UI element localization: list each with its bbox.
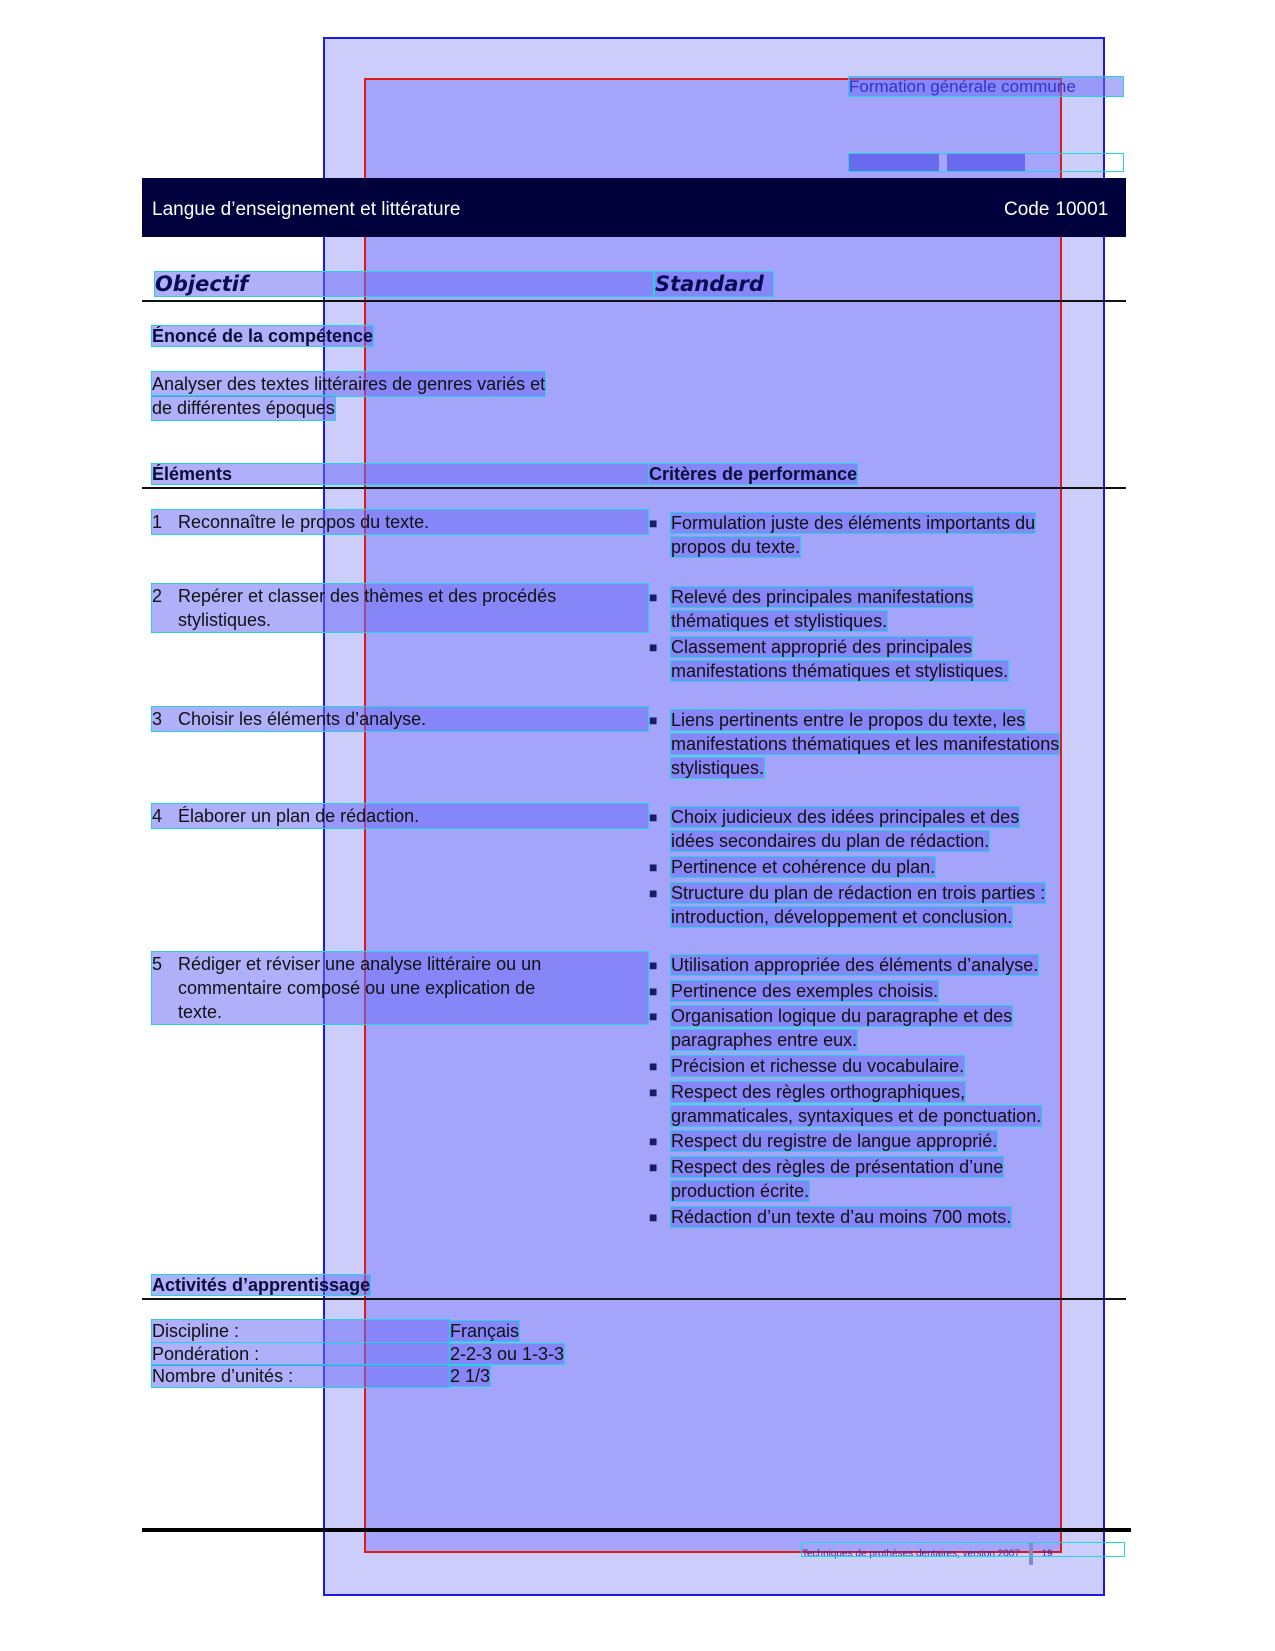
enonce-line: de différentes époques	[152, 398, 335, 418]
critere-item: ■ Relevé des principales manifestations thématiques et stylistiques.	[649, 587, 974, 631]
activite-label: Discipline :	[152, 1320, 450, 1342]
course-code-value: 10001	[1055, 199, 1109, 220]
critere-item: ■ Respect des règles de présentation d’une production écrite.	[649, 1157, 1004, 1201]
element-text: 5 Rédiger et réviser une analyse littéraire ou un commentaire composé ou une explication de texte.	[152, 952, 648, 1024]
critere-item: ■ Pertinence et cohérence du plan.	[649, 857, 936, 877]
bullet-icon: ■	[649, 885, 658, 901]
critere-item: ■ Classement approprié des principales manifestations thématiques et stylistiques.	[649, 637, 1009, 681]
header-bars	[849, 154, 1123, 171]
activite-row	[152, 1365, 490, 1387]
element-item-2	[152, 584, 648, 632]
bullet-icon: ■	[649, 1209, 658, 1225]
element-number: 2	[152, 586, 163, 606]
enonce-heading: Énoncé de la compétence	[152, 326, 374, 346]
footer-text: Techniques de prothèses dentaires, version 2007	[802, 1548, 1020, 1560]
bullet-icon: ■	[649, 1084, 658, 1100]
standard-heading: Standard	[655, 272, 773, 296]
header-bar-2	[947, 154, 1025, 171]
element-text: 3 Choisir les éléments d’analyse.	[152, 707, 648, 731]
activite-value: 2-2-3 ou 1-3-3	[450, 1344, 565, 1364]
critere-item: ■ Formulation juste des éléments importants du propos du texte.	[649, 513, 1036, 557]
element-text: 1 Reconnaître le propos du texte.	[152, 510, 648, 534]
element-number: 5	[152, 954, 163, 974]
bullet-icon: ■	[649, 515, 658, 531]
activites-rule	[142, 1298, 1126, 1300]
activite-label: Nombre d’unités :	[152, 1365, 450, 1387]
activites-heading: Activités d’apprentissage	[152, 1275, 371, 1295]
element-number: 1	[152, 512, 163, 532]
bullet-icon: ■	[649, 639, 658, 655]
enonce-line: Analyser des textes littéraires de genres variés et	[152, 374, 546, 394]
bullet-icon: ■	[649, 957, 658, 973]
bullet-icon: ■	[649, 1133, 658, 1149]
footer	[802, 1543, 1124, 1560]
bullet-icon: ■	[649, 589, 658, 605]
critere-item: ■ Rédaction d’un texte d’au moins 700 mots.	[649, 1207, 1012, 1227]
element-item-4	[152, 804, 648, 828]
criteres-heading: Critères de performance	[649, 464, 858, 484]
bullet-icon: ■	[649, 1159, 658, 1175]
activite-row	[152, 1343, 564, 1365]
page-number: 19	[1041, 1548, 1053, 1560]
course-code-label: Code	[1004, 199, 1050, 220]
critere-item: ■ Liens pertinents entre le propos du texte, les manifestations thématiques et les manifestations stylistiques.	[649, 710, 1060, 778]
activite-label: Pondération :	[152, 1343, 450, 1365]
element-item-5	[152, 952, 648, 1024]
element-item-1	[152, 510, 648, 534]
critere-item: ■ Utilisation appropriée des éléments d’analyse.	[649, 955, 1039, 975]
critere-item: ■ Choix judicieux des idées principales et des idées secondaires du plan de rédaction.	[649, 807, 1020, 851]
critere-item: ■ Structure du plan de rédaction en trois parties : introduction, développement et conclusion.	[649, 883, 1046, 927]
bullet-icon: ■	[649, 983, 658, 999]
elements-heading: Éléments	[152, 464, 648, 484]
enonce-text	[152, 372, 545, 420]
bullet-icon: ■	[649, 1058, 658, 1074]
element-number: 3	[152, 709, 163, 729]
footer-rule	[142, 1528, 1131, 1532]
bullet-icon: ■	[649, 1008, 658, 1024]
objectif-heading: Objectif	[155, 272, 653, 296]
element-text: 2 Repérer et classer des thèmes et des procédés stylistiques.	[152, 584, 648, 632]
course-title	[152, 199, 460, 219]
bullet-icon: ■	[649, 859, 658, 875]
program-label: Formation générale commune	[849, 77, 1123, 96]
element-text: 4 Élaborer un plan de rédaction.	[152, 804, 648, 828]
activite-value: Français	[450, 1321, 520, 1341]
course-code	[1004, 199, 1108, 219]
bullet-icon: ■	[649, 712, 658, 728]
course-title-part2: et	[360, 199, 376, 220]
objectif-rule	[142, 300, 1126, 302]
critere-item: ■ Respect des règles orthographiques, grammaticales, syntaxiques et de ponctuation.	[649, 1082, 1042, 1126]
critere-item: ■ Organisation logique du paragraphe et des paragraphes entre eux.	[649, 1006, 1013, 1050]
elements-rule	[142, 487, 1126, 489]
activite-value: 2 1/3	[450, 1366, 491, 1386]
footer-divider	[1029, 1543, 1033, 1565]
element-number: 4	[152, 806, 163, 826]
critere-item: ■ Précision et richesse du vocabulaire.	[649, 1056, 965, 1076]
activite-row	[152, 1320, 519, 1342]
critere-item: ■ Respect du registre de langue approprié.	[649, 1131, 998, 1151]
bullet-icon: ■	[649, 809, 658, 825]
course-title-part1: Langue d’enseignement	[152, 199, 355, 220]
critere-item: ■ Pertinence des exemples choisis.	[649, 981, 939, 1001]
course-title-part3: littérature	[381, 199, 461, 220]
element-item-3	[152, 707, 648, 731]
header-bar-1	[849, 154, 939, 171]
